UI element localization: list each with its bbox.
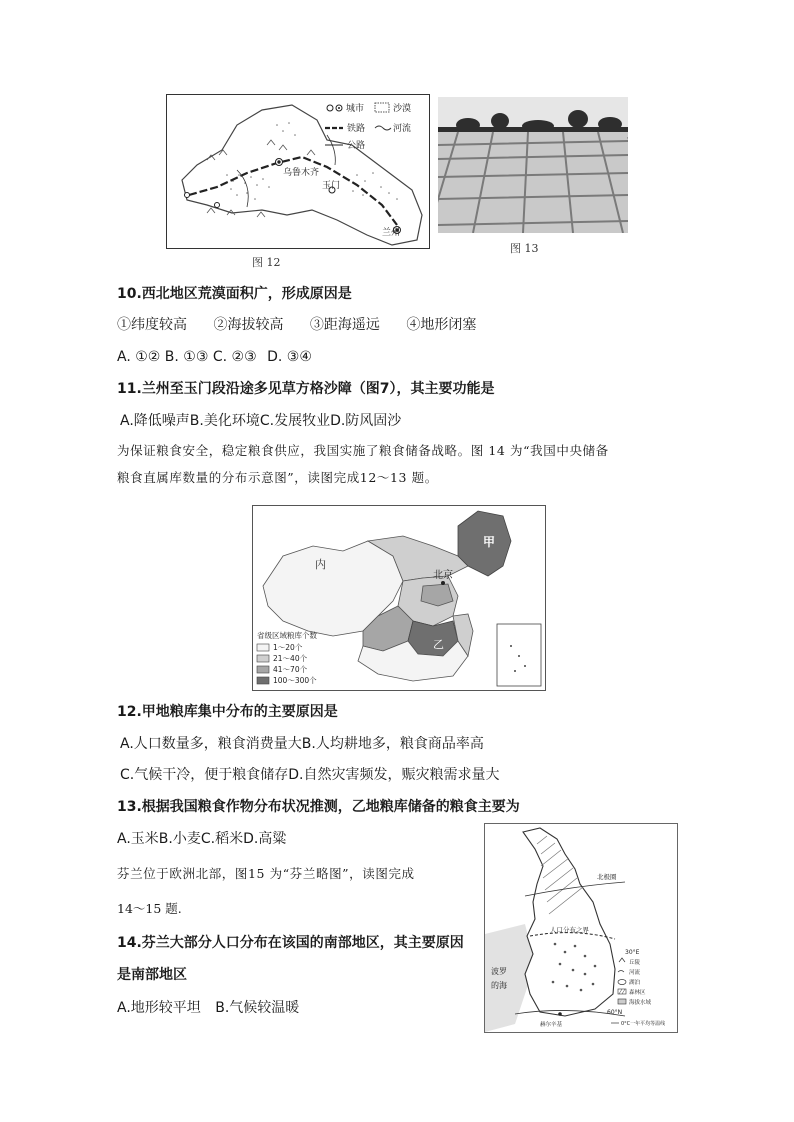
label-helsinki: 赫尔辛基 xyxy=(540,1022,563,1028)
label-yi: 乙 xyxy=(433,638,444,651)
fig15-legend-hills: 丘陵 xyxy=(629,960,641,966)
label-jia: 甲 xyxy=(483,535,496,549)
fig15-legend-water: 海拔水域 xyxy=(629,1000,652,1006)
figure-13-caption: 图 13 xyxy=(510,242,539,255)
q13-option-d[interactable]: D.高粱 xyxy=(243,831,287,847)
legend-desert: 沙漠 xyxy=(393,104,412,114)
q10-option-c[interactable]: C. ②③ xyxy=(212,349,257,365)
question-10-stem: 10.西北地区荒漠面积广，形成原因是 xyxy=(117,286,352,302)
q12-option-d[interactable]: D.自然灾害频发，赈灾粮需求量大 xyxy=(288,767,500,783)
q13-option-a[interactable]: A.玉米 xyxy=(117,831,159,847)
q12-option-b[interactable]: B.人均耕地多，粮食商品率高 xyxy=(301,736,484,752)
question-11-options xyxy=(120,412,401,430)
question-14-options xyxy=(117,999,299,1017)
fig15-legend xyxy=(611,958,665,1027)
label-population-boundary: 人口分布之界 xyxy=(550,926,589,934)
q13-option-c[interactable]: C.稻米 xyxy=(200,831,244,847)
intro-12-line-2: 粮食直属库数量的分布示意图”，读图完成12～13 题。 xyxy=(117,470,438,485)
q14-option-a[interactable]: A.地形较平坦 xyxy=(117,1000,201,1016)
q12-option-c[interactable]: C.气候干冷，便于粮食储存 xyxy=(120,767,289,783)
figure-14-map xyxy=(252,505,546,691)
fig12-legend xyxy=(325,102,411,151)
label-baltic-1: 波罗 xyxy=(491,967,507,976)
intro-14-line-1: 芬兰位于欧洲北部，图15 为“芬兰略图”，读图完成 xyxy=(117,866,415,881)
q10-item-1: ①纬度较高 xyxy=(117,317,187,333)
label-yumen: 玉门 xyxy=(322,181,341,191)
q10-item-2: ②海拔较高 xyxy=(213,317,284,333)
question-10-options xyxy=(117,348,312,366)
q13-option-b[interactable]: B.小麦 xyxy=(158,831,201,847)
fig14-legend-3: 41～70个 xyxy=(273,665,308,674)
fig15-legend-isotherm: 0°C一年平均等温线 xyxy=(621,1021,666,1027)
legend-river: 河流 xyxy=(393,124,412,134)
q10-item-4: ④地形闭塞 xyxy=(406,317,477,333)
q11-option-c[interactable]: C.发展牧业 xyxy=(259,413,331,429)
fig15-legend-forest: 森林区 xyxy=(629,990,646,996)
question-12-stem: 12.甲地粮库集中分布的主要原因是 xyxy=(117,704,338,720)
legend-city: 城市 xyxy=(346,104,365,114)
fig14-legend-title: 省级区域粮库个数 xyxy=(257,631,317,640)
intro-14-line-2: 14～15 题. xyxy=(117,901,182,916)
fig14-legend xyxy=(257,630,317,685)
intro-12-line-1: 为保证粮食安全，稳定粮食供应，我国实施了粮食储备战略。图 14 为“我国中央储备 xyxy=(117,443,609,458)
label-longitude: 30°E xyxy=(625,949,640,956)
straw-checkerboard-photo xyxy=(438,97,628,233)
question-13-stem: 13.根据我国粮食作物分布状况推测，乙地粮库储备的粮食主要为 xyxy=(117,799,520,815)
label-lanzhou: 兰州 xyxy=(382,228,401,238)
figure-13-photo xyxy=(438,97,628,233)
label-nei: 内 xyxy=(315,558,326,571)
question-11-stem: 11.兰州至玉门段沿途多见草方格沙障（图7），其主要功能是 xyxy=(117,381,495,397)
figure-12-map xyxy=(166,94,430,249)
q10-option-b[interactable]: B. ①③ xyxy=(164,349,209,365)
question-10-items xyxy=(117,316,476,334)
label-beijing: 北京 xyxy=(433,570,453,581)
label-arctic-circle: 北极圈 xyxy=(597,873,617,881)
q11-option-a[interactable]: A.降低噪声 xyxy=(120,413,190,429)
fig14-legend-1: 1～20个 xyxy=(273,643,303,652)
fig14-legend-2: 21～40个 xyxy=(273,654,308,663)
legend-road: 公路 xyxy=(347,141,366,151)
china-grain-depot-map xyxy=(253,506,545,690)
question-12-options-row-2 xyxy=(120,766,499,784)
label-urumqi: 乌鲁木齐 xyxy=(283,168,320,178)
fig14-legend-4: 100～300个 xyxy=(273,676,317,685)
label-latitude: 60°N xyxy=(607,1009,623,1016)
fig15-legend-lake: 湖泊 xyxy=(629,980,641,986)
question-12-options-row-1 xyxy=(120,735,484,753)
q12-option-a[interactable]: A.人口数量多，粮食消费量大 xyxy=(120,736,302,752)
label-baltic-2: 的海 xyxy=(491,981,507,990)
legend-railway: 铁路 xyxy=(347,124,366,134)
northwest-china-map xyxy=(167,95,429,248)
question-13-options xyxy=(117,830,286,848)
q11-option-b[interactable]: B.美化环境 xyxy=(189,413,260,429)
fig15-legend-river: 河流 xyxy=(629,970,641,976)
question-14-stem-line-1: 14.芬兰大部分人口分布在该国的南部地区，其主要原因 xyxy=(117,935,464,951)
q14-option-b[interactable]: B.气候较温暖 xyxy=(215,1000,300,1016)
q10-item-3: ③距海遥远 xyxy=(309,317,380,333)
q11-option-d[interactable]: D.防风固沙 xyxy=(330,413,402,429)
q10-option-a[interactable]: A. ①② xyxy=(117,349,161,365)
question-14-stem-line-2: 是南部地区 xyxy=(117,967,187,983)
figure-15-map xyxy=(484,823,678,1033)
figure-12-caption: 图 12 xyxy=(252,256,281,269)
finland-map xyxy=(485,824,677,1032)
q10-option-d[interactable]: D. ③④ xyxy=(267,349,312,365)
